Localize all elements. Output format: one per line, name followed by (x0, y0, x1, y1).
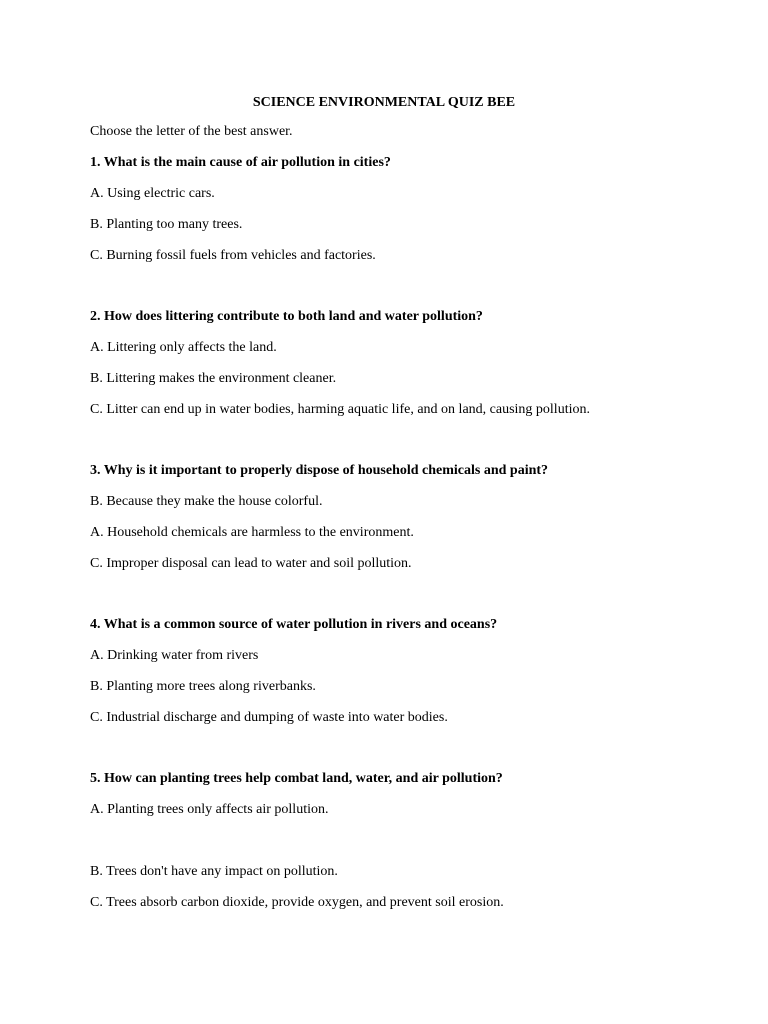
question-3-option-1: B. Because they make the house colorful. (90, 494, 323, 509)
question-5-option-a: A. Planting trees only affects air pollution. (90, 802, 329, 817)
question-5-option-c: C. Trees absorb carbon dioxide, provide oxygen, and prevent soil erosion. (90, 895, 504, 910)
question-1: 1. What is the main cause of air pollution in cities? (90, 155, 391, 170)
question-3-option-2: A. Household chemicals are harmless to the environment. (90, 525, 414, 540)
question-2-option-a: A. Littering only affects the land. (90, 340, 277, 355)
question-1-option-b: B. Planting too many trees. (90, 217, 243, 232)
question-5-option-b: B. Trees don't have any impact on pollution. (90, 864, 338, 879)
question-4-option-c: C. Industrial discharge and dumping of waste into water bodies. (90, 710, 448, 725)
question-3-option-3: C. Improper disposal can lead to water and soil pollution. (90, 556, 412, 571)
question-2-option-b: B. Littering makes the environment cleaner. (90, 371, 337, 386)
question-4: 4. What is a common source of water pollution in rivers and oceans? (90, 617, 498, 632)
question-2: 2. How does littering contribute to both land and water pollution? (90, 309, 483, 324)
question-4-option-a: A. Drinking water from rivers (90, 648, 259, 663)
question-4-option-b: B. Planting more trees along riverbanks. (90, 679, 316, 694)
instruction-text: Choose the letter of the best answer. (90, 124, 293, 139)
question-2-option-c: C. Litter can end up in water bodies, harming aquatic life, and on land, causing pollution. (90, 402, 590, 417)
question-1-option-a: A. Using electric cars. (90, 186, 215, 201)
question-3: 3. Why is it important to properly dispose of household chemicals and paint? (90, 463, 549, 478)
question-5: 5. How can planting trees help combat land, water, and air pollution? (90, 771, 503, 786)
page-title: SCIENCE ENVIRONMENTAL QUIZ BEE (252, 95, 516, 110)
question-1-option-c: C. Burning fossil fuels from vehicles and factories. (90, 248, 376, 263)
